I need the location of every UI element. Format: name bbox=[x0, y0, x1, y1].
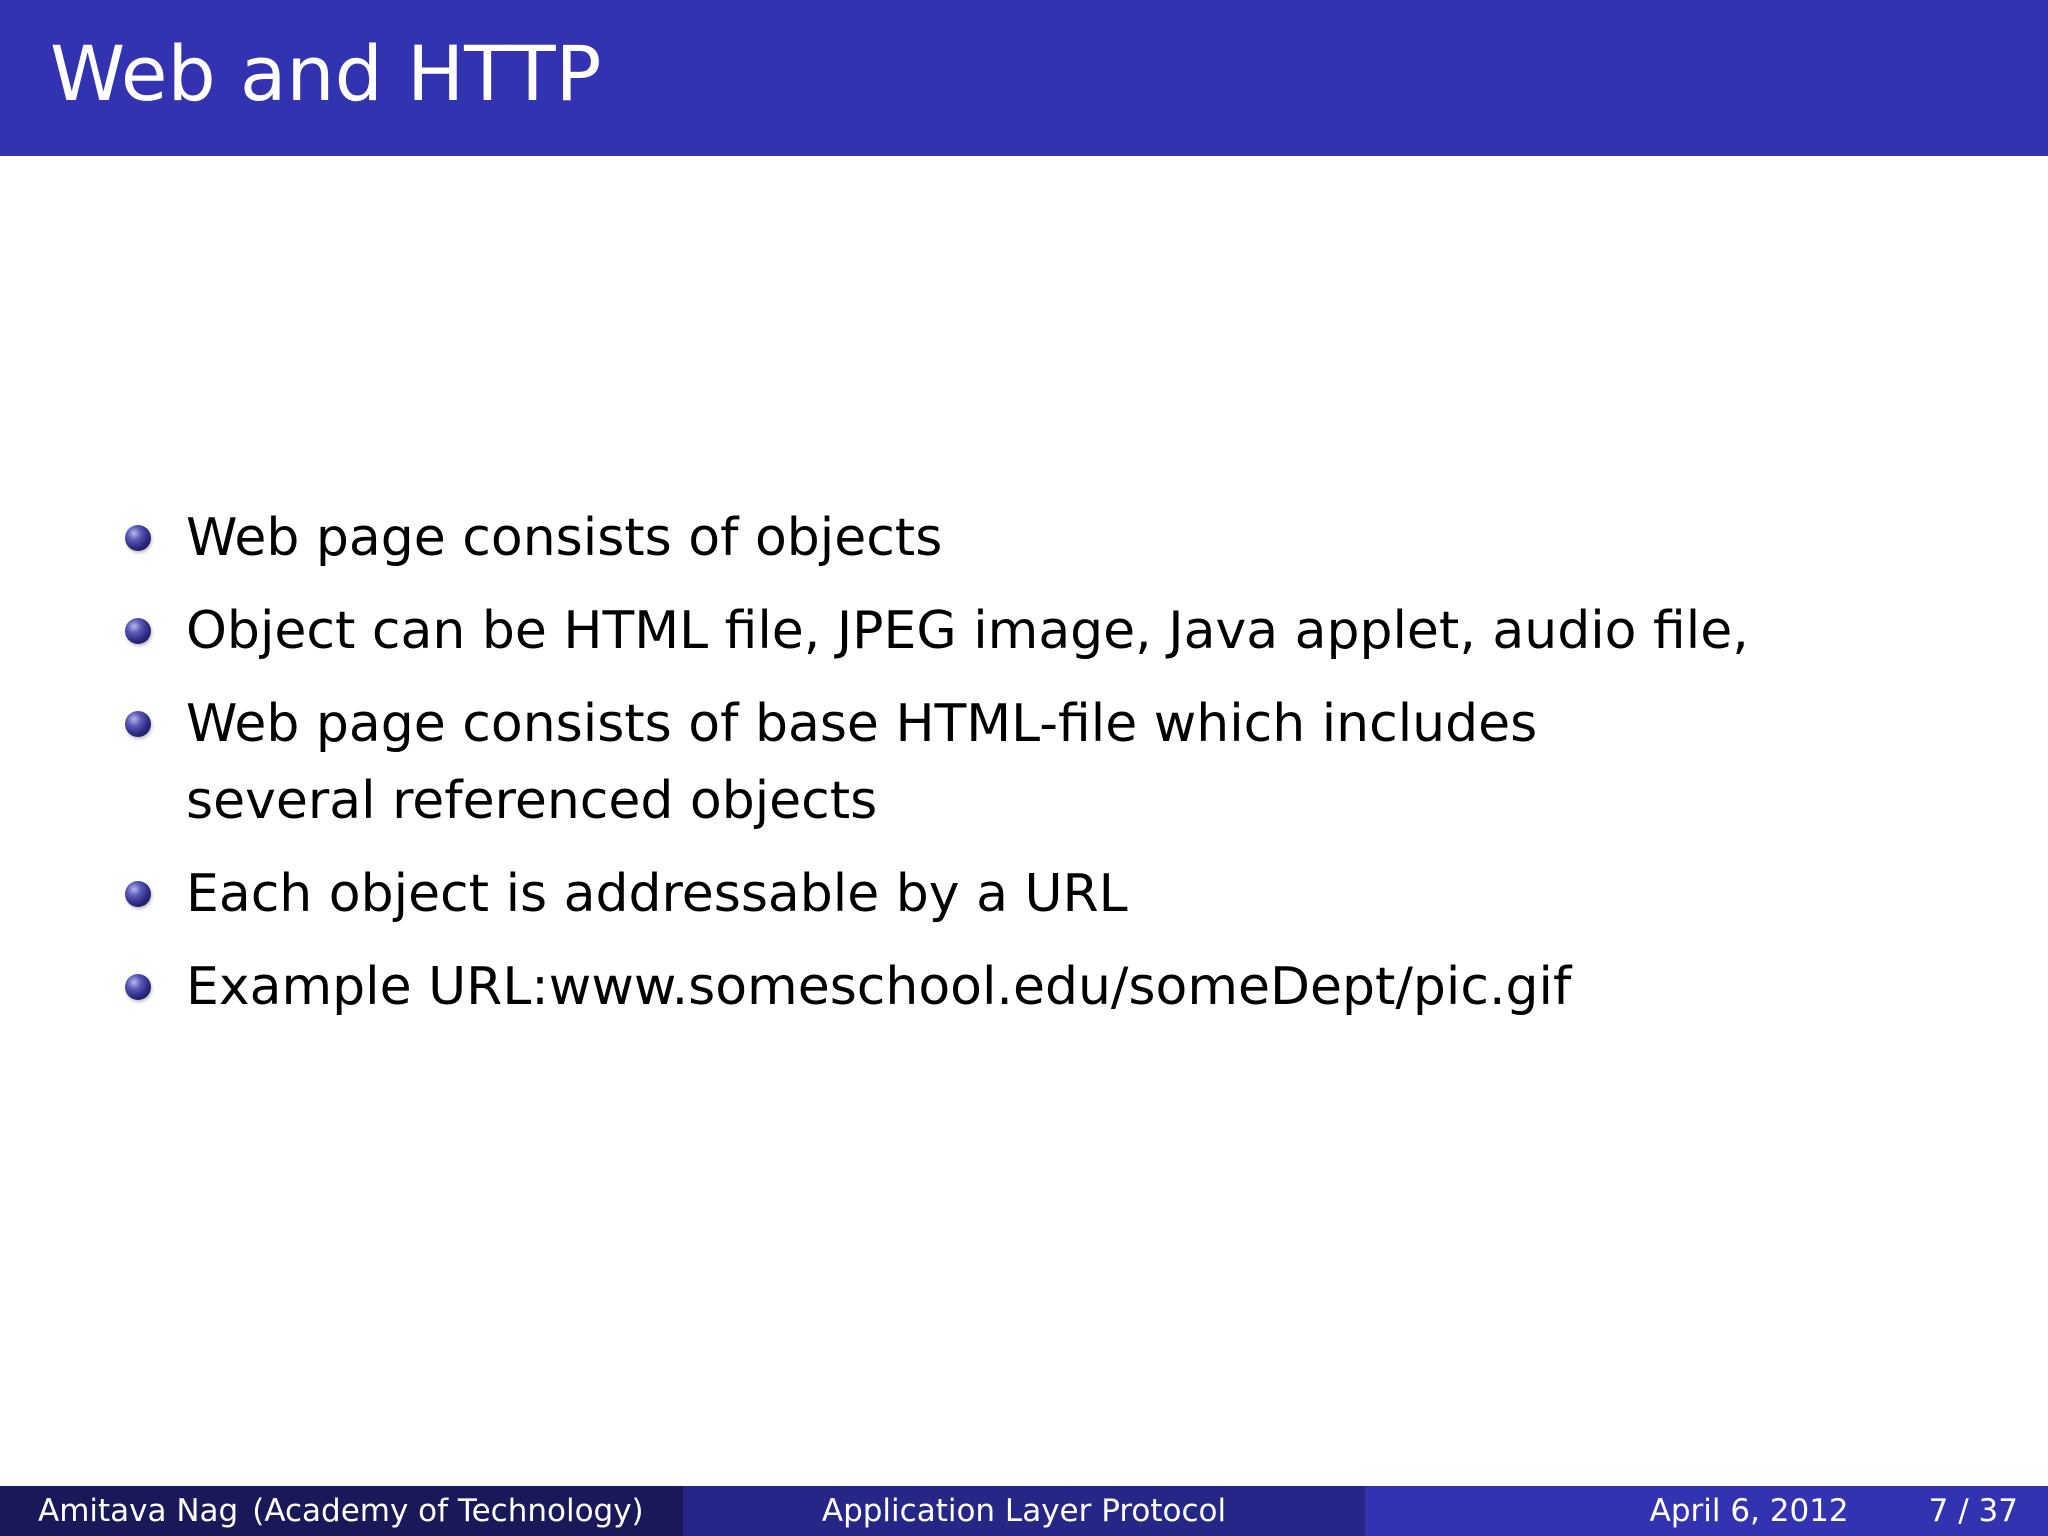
bullet-ball-icon bbox=[125, 618, 151, 644]
bullet-item bbox=[120, 856, 2000, 933]
bullet-text: Object can be HTML file, JPEG image, Java applet, audio file, bbox=[186, 601, 1749, 661]
slide-title: Web and HTTP bbox=[50, 29, 602, 118]
footer bbox=[0, 1486, 2048, 1536]
footer-talk-title: Application Layer Protocol bbox=[821, 1493, 1227, 1529]
footer-title-section bbox=[683, 1486, 1365, 1536]
bullet-text: Web page consists of base HTML-file which includes several referenced objects bbox=[186, 694, 1538, 831]
footer-date: April 6, 2012 bbox=[1649, 1493, 1849, 1529]
footer-institute: (Academy of Technology) bbox=[252, 1493, 644, 1529]
bullet-ball-icon bbox=[125, 711, 151, 737]
footer-date-section bbox=[1365, 1486, 2048, 1536]
bullet-item bbox=[120, 593, 2000, 670]
bullet-item bbox=[120, 686, 2000, 840]
bullet-text: Web page consists of objects bbox=[186, 508, 943, 568]
bullet-ball-icon bbox=[125, 974, 151, 1000]
bullet-item bbox=[120, 949, 2000, 1026]
bullet-list bbox=[120, 500, 2000, 1042]
title-bar bbox=[0, 0, 2048, 156]
bullet-ball-icon bbox=[125, 881, 151, 907]
bullet-item bbox=[120, 500, 2000, 577]
footer-author-section bbox=[0, 1486, 683, 1536]
footer-author: Amitava Nag bbox=[38, 1493, 239, 1529]
bullet-ball-icon bbox=[125, 525, 151, 551]
bullet-text: Example URL:www.someschool.edu/someDept/pic.gif bbox=[186, 957, 1572, 1017]
bullet-text: Each object is addressable by a URL bbox=[186, 864, 1128, 924]
footer-page-number: 7 / 37 bbox=[1928, 1493, 2018, 1529]
